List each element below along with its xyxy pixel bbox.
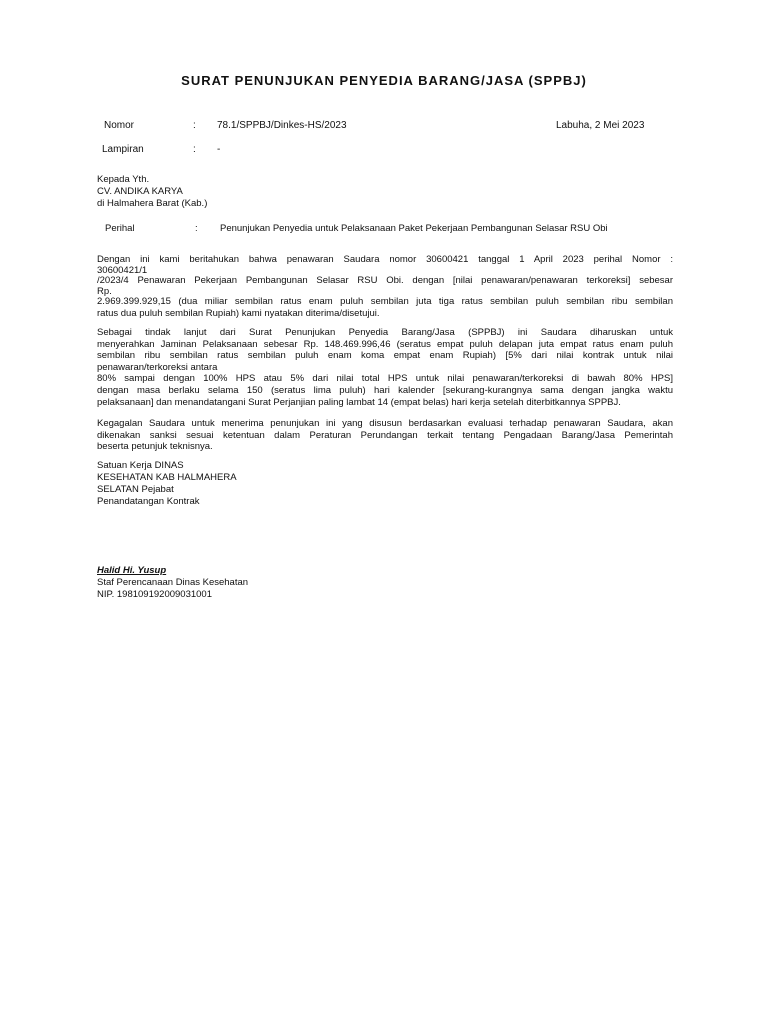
nomor-value: 78.1/SPPBJ/Dinkes-HS/2023 [217, 120, 347, 131]
paragraph-line: 80% sampai dengan 100% HPS atau 5% dari nilai total HPS untuk nilai penawaran/terkoreksi di bawah 80% HPS] [97, 373, 673, 385]
perihal-colon: : [195, 223, 198, 234]
paragraph-line: 2.969.399.929,15 (dua miliar sembilan ratus enam puluh sembilan juta tiga ratus sembilan puluh sembilan ribu sembilan [97, 296, 673, 308]
nomor-colon: : [193, 120, 196, 131]
paragraph-line: Sebagai tindak lanjut dari Surat Penunjukan Penyedia Barang/Jasa (SPPBJ) ini Saudara diharuskan untuk [97, 327, 673, 338]
document-title: SURAT PENUNJUKAN PENYEDIA BARANG/JASA (SPPBJ) [181, 73, 587, 88]
paragraph-line: /2023/4 Penawaran Pekerjaan Pembangunan Selasar RSU Obi. dengan [nilai penawaran/penawaran terkoreksi] sebesar [97, 275, 673, 287]
paragraph-line: dikenakan sanksi sesuai ketentuan dalam Peraturan Perundangan terkait tentang Pengadaan Barang/Jasa Pemerintah [97, 429, 673, 441]
signer-position: Staf Perencanaan Dinas Kesehatan [97, 577, 249, 588]
perihal-value: Penunjukan Penyedia untuk Pelaksanaan Paket Pekerjaan Pembangunan Selasar RSU Obi [220, 223, 608, 234]
signatory-unit: KESEHATAN KAB HALMAHERA [97, 472, 237, 483]
paragraph-line: penawaran/terkoreksi antara [97, 361, 218, 373]
signatory-unit: Satuan Kerja DINAS [97, 460, 184, 471]
paragraph-guarantee [97, 327, 673, 408]
lampiran-label: Lampiran [102, 144, 144, 155]
lampiran-colon: : [193, 144, 196, 155]
recipient-location: di Halmahera Barat (Kab.) [97, 198, 208, 209]
signer-name: Halid Hi. Yusup [97, 565, 167, 576]
recipient-salutation: Kepada Yth. [97, 174, 150, 185]
signer-nip: NIP. 198109192009031001 [97, 589, 212, 600]
paragraph-line: menyerahkan Jaminan Pelaksanaan sebesar Rp. 148.469.996,46 (seratus empat puluh delapan juta empat ratus enam puluh [97, 338, 673, 350]
paragraph-line: sembilan ribu sembilan ratus sembilan puluh enam koma empat enam Rupiah) [5% dari nilai kontrak untuk nilai [97, 350, 673, 362]
paragraph-line: Kegagalan Saudara untuk menerima penunjukan ini yang disusun berdasarkan evaluasi terhadap penawaran Saudara, akan [97, 418, 673, 429]
lampiran-value: - [217, 144, 221, 155]
letter-date: Labuha, 2 Mei 2023 [556, 120, 645, 131]
paragraph-line: 30600421/1 [97, 265, 148, 276]
paragraph-line: Dengan ini kami beritahukan bahwa penawaran Saudara nomor 30600421 tanggal 1 April 2023 perihal Nomor : [97, 254, 673, 265]
paragraph-sanction [97, 418, 673, 453]
paragraph-line: Rp. [97, 286, 112, 297]
paragraph-line: dengan masa berlaku selama 150 (seratus lima puluh) hari kalender [sekurang-kurangnya sama dengan jangka waktu [97, 384, 673, 396]
nomor-label: Nomor [104, 120, 135, 131]
paragraph-line: pelaksanaan] dan menandatangani Surat Perjanjian paling lambat 14 (empat belas) hari kerja setelah diterbitkannya SPPBJ. [97, 396, 621, 408]
perihal-label: Perihal [105, 223, 135, 234]
paragraph-acceptance [97, 254, 673, 319]
signatory-role: Penandatangan Kontrak [97, 496, 200, 507]
paragraph-line: beserta petunjuk teknisnya. [97, 441, 213, 453]
signatory-unit: SELATAN Pejabat [97, 484, 174, 495]
recipient-company: CV. ANDIKA KARYA [97, 186, 183, 197]
paragraph-line: ratus dua puluh sembilan Rupiah) kami nyatakan diterima/disetujui. [97, 307, 380, 319]
